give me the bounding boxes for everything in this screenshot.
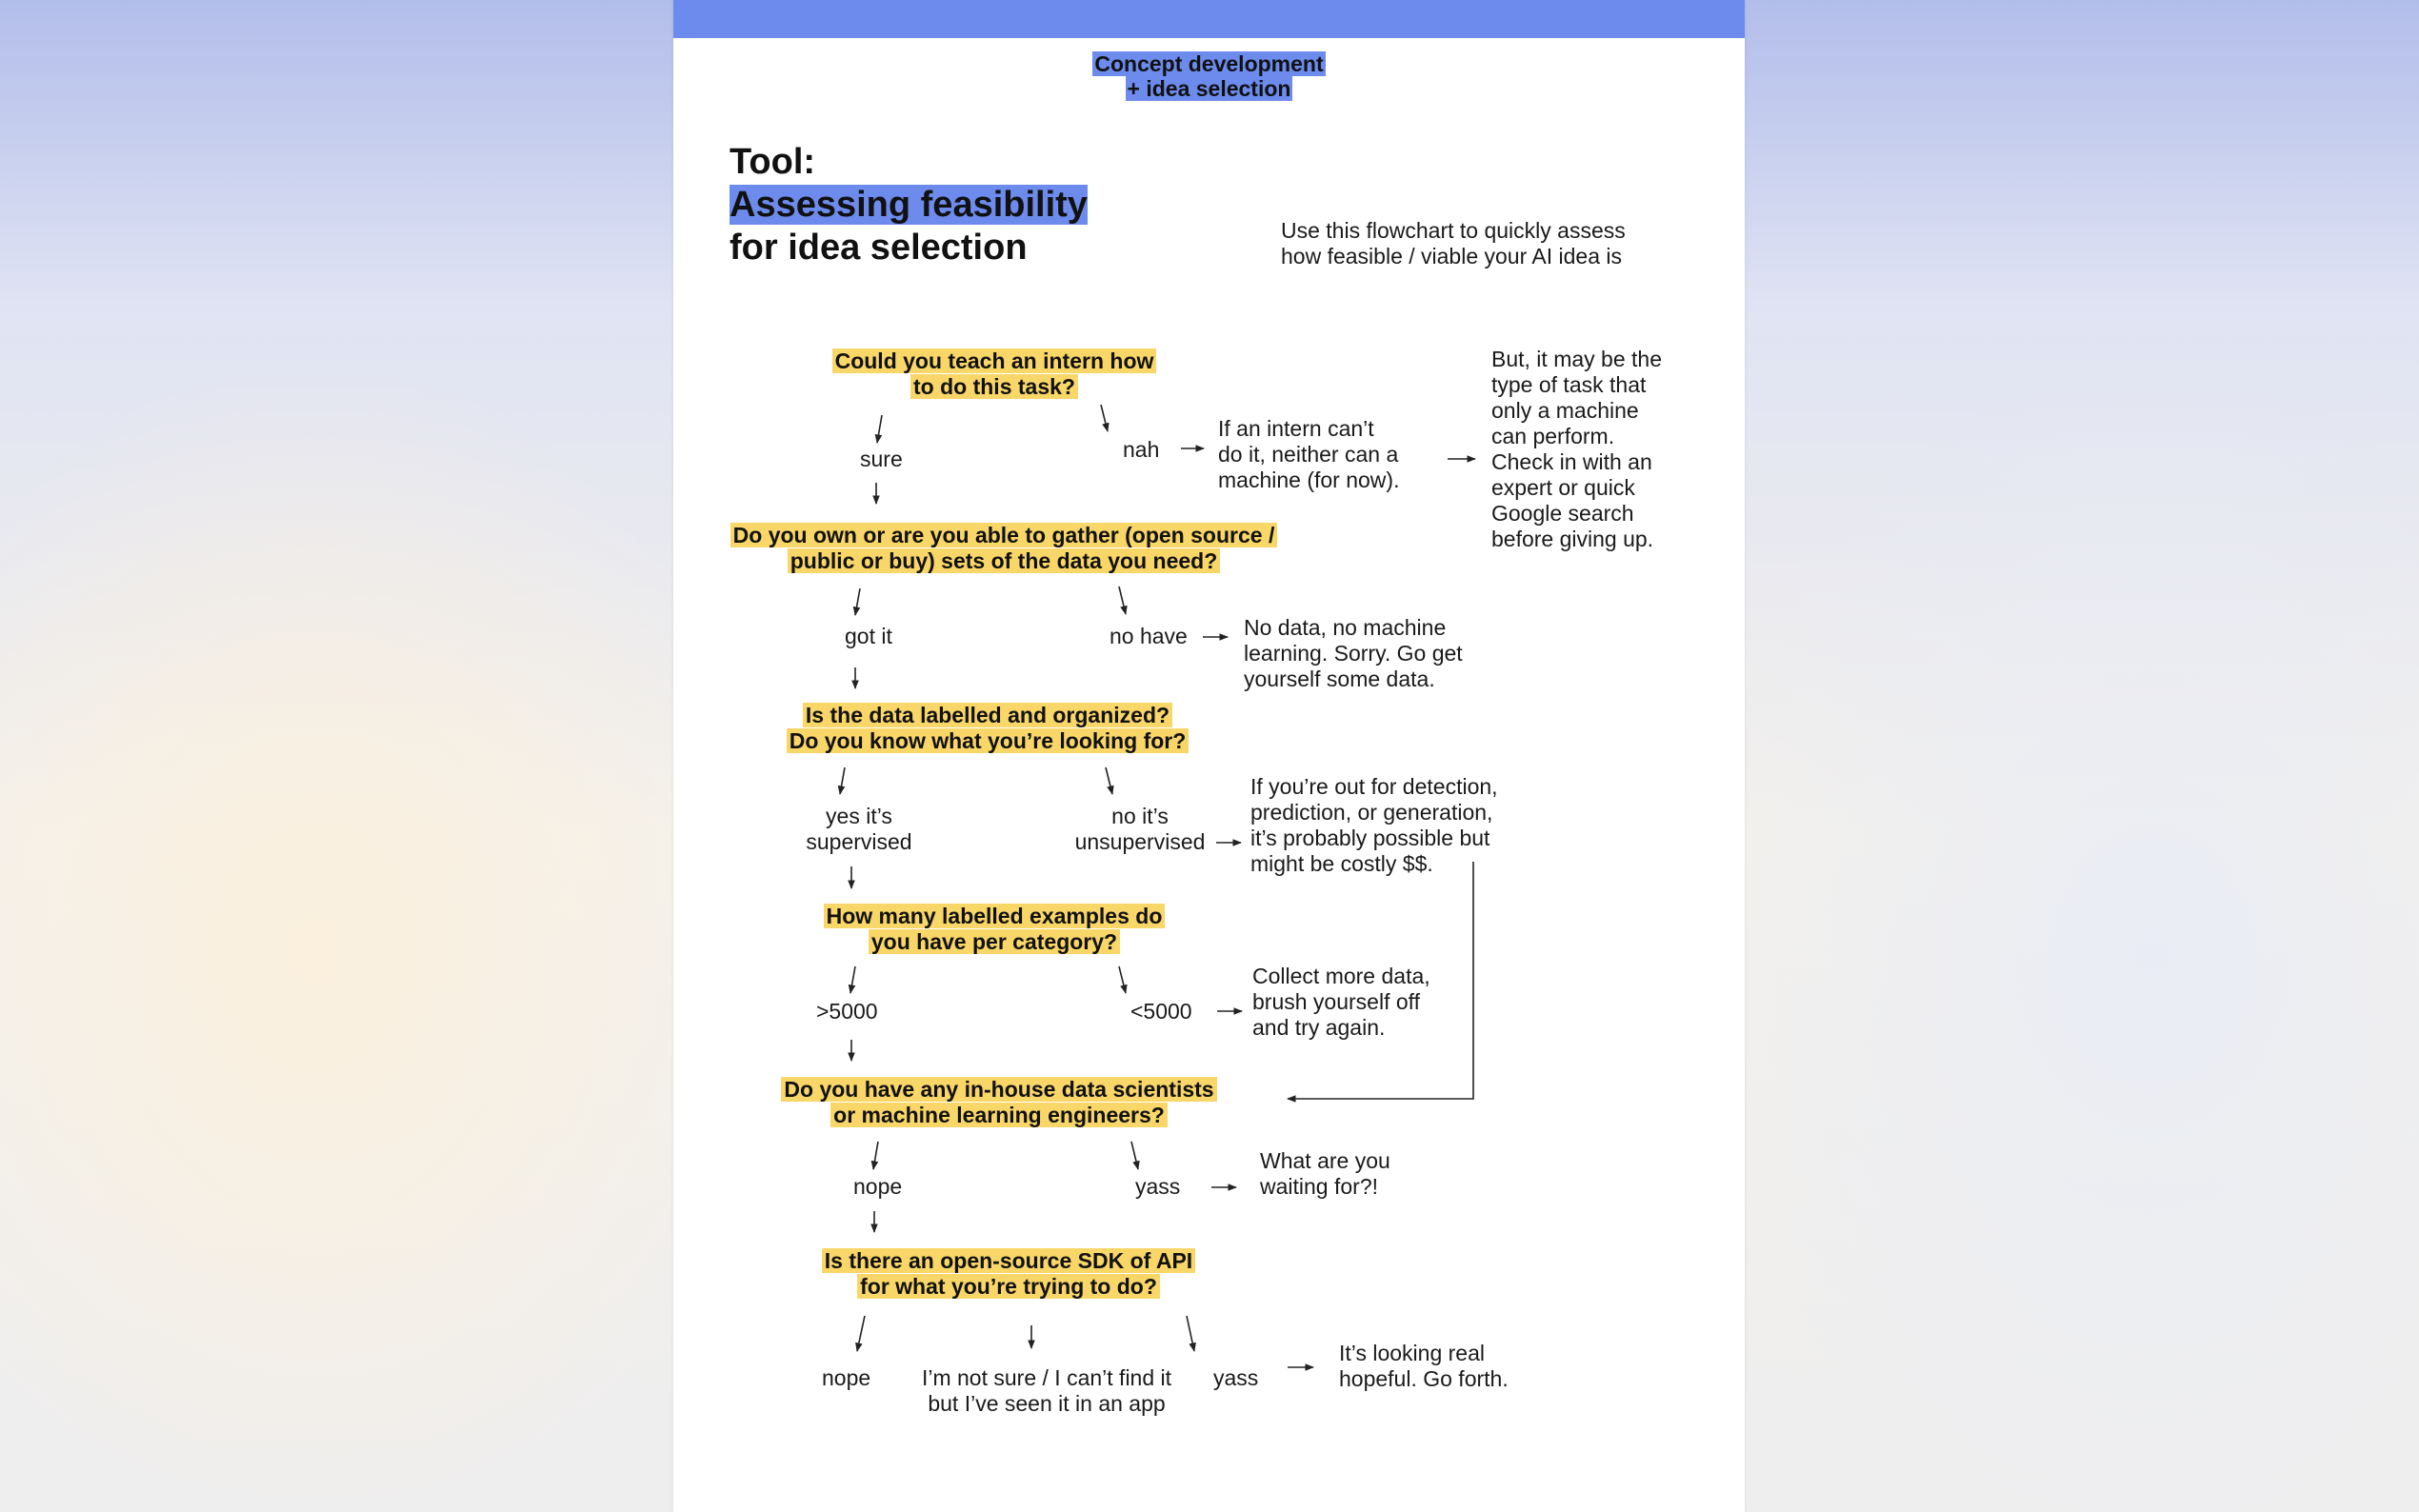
question-2: Do you own or are you able to gather (open source / public or buy) sets of the data you need? (704, 523, 1304, 574)
question-4: How many labelled examples do you have per category? (804, 904, 1185, 955)
q3-no-outcome: If you’re out for detection, prediction, or generation, it’s probably possible but might be costly $$. (1250, 774, 1498, 876)
flow-arrow-1 (877, 415, 882, 443)
intro-text: Use this flowchart to quickly assess how feasible / viable your AI idea is (1281, 218, 1626, 269)
flow-arrow-24 (1187, 1316, 1194, 1351)
q4-no-outcome: Collect more data, brush yourself off and try again. (1252, 964, 1430, 1040)
flow-arrow-15 (1119, 966, 1126, 993)
q6-option-nope: nope (822, 1365, 871, 1390)
q1-no-label: nah (1123, 437, 1160, 462)
q5-nope-label: nope (853, 1174, 903, 1199)
q2-no-label: no have (1110, 624, 1188, 648)
q6-option-unsure: I’m not sure / I can’t find it but I’ve seen it in an app (921, 1365, 1172, 1416)
title-rest: for idea selection (730, 228, 1028, 268)
document-page (673, 0, 1745, 1512)
q5-yass-label: yass (1135, 1174, 1181, 1199)
title-highlight: Assessing feasibility (730, 185, 1088, 225)
flow-arrow-11 (1106, 767, 1112, 794)
flow-arrow-18 (873, 1142, 878, 1169)
flow-arrow-19 (1131, 1142, 1138, 1169)
question-3: Is the data labelled and organized? Do you know what you’re looking for? (759, 703, 1216, 754)
question-6: Is there an open-source SDK of API for what you’re trying to do? (818, 1248, 1199, 1300)
title-prefix: Tool: (730, 142, 816, 182)
flow-arrow-6 (855, 588, 860, 615)
q3-no-label: no it’s unsupervised (1074, 804, 1206, 854)
flow-arrow-10 (840, 767, 845, 794)
question-1: Could you teach an intern how to do this task? (804, 348, 1185, 400)
question-5: Do you have any in-house data scientists or machine learning engineers? (751, 1077, 1247, 1128)
q1-side-note: But, it may be the type of task that only a machine can perform. Check in with an expert or quick Google search before giving up. (1491, 347, 1662, 551)
q4-yes-label: >5000 (816, 999, 878, 1024)
q4-no-label: <5000 (1130, 999, 1192, 1024)
q2-yes-label: got it (845, 624, 892, 648)
q1-yes-label: sure (860, 447, 903, 471)
flow-arrow-7 (1119, 587, 1126, 614)
q5-yass-outcome: What are you waiting for?! (1260, 1148, 1390, 1199)
flow-arrow-14 (850, 966, 855, 993)
flowchart-arrows (673, 0, 1745, 1512)
q6-final-outcome: It’s looking real hopeful. Go forth. (1339, 1341, 1509, 1391)
category-label: Concept development + idea selection (1094, 51, 1324, 101)
q1-no-outcome: If an intern can’t do it, neither can a machine (for now). (1218, 416, 1400, 492)
flow-arrow-2 (1101, 405, 1108, 431)
flow-connector-unsupervised-to-q5 (1288, 862, 1473, 1099)
q6-option-yass: yass (1213, 1365, 1259, 1390)
q3-yes-label: yes it’s supervised (806, 804, 912, 854)
q2-no-outcome: No data, no machine learning. Sorry. Go get yourself some data. (1244, 615, 1463, 691)
flow-arrow-22 (857, 1316, 865, 1351)
